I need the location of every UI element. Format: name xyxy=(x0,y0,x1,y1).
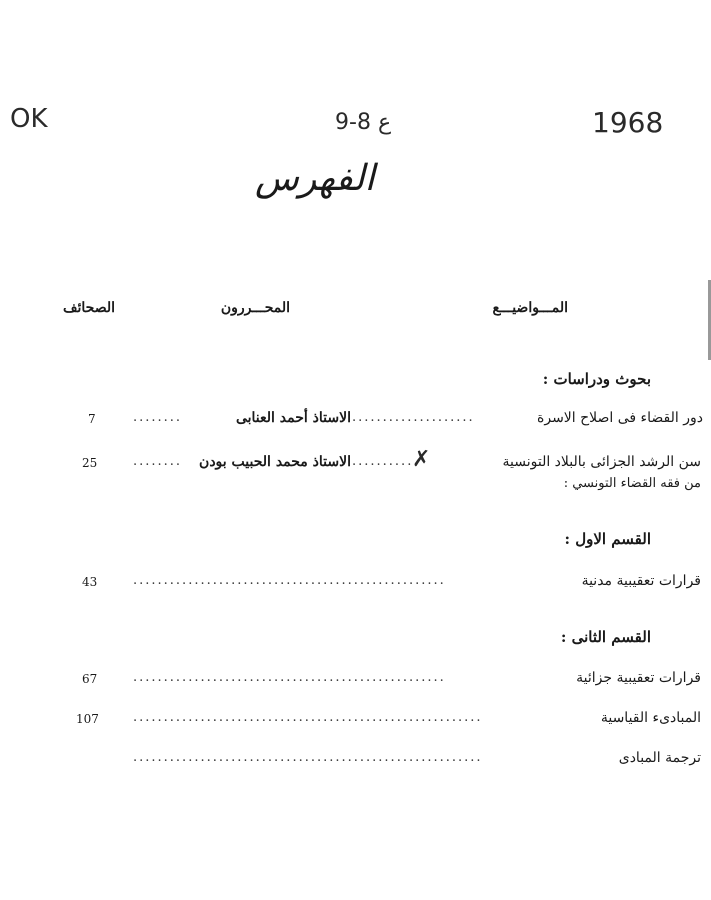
dot-leader: ......................................................... xyxy=(133,710,483,725)
entry-editor: الاستاذ محمد الحبيب بودن xyxy=(199,454,351,470)
page-title: الفهرس xyxy=(255,158,375,199)
entry-page: 25 xyxy=(82,456,98,470)
dot-leader: ........ xyxy=(133,454,183,469)
header-pages: الصحائف xyxy=(63,300,115,316)
section-part2: القسم الثانى : xyxy=(560,628,651,646)
handwritten-year: 1968 xyxy=(592,106,664,139)
dot-leader: .......... xyxy=(352,454,414,469)
handwritten-ok: OK xyxy=(10,104,48,134)
header-topics: المـــواضيـــع xyxy=(492,300,568,316)
entry-topic: قرارات تعقيبية مدنية xyxy=(581,573,701,589)
entry-page: 7 xyxy=(88,412,96,426)
section-studies: بحوث ودراسات : xyxy=(542,370,651,388)
section-part1: القسم الاول : xyxy=(564,530,651,548)
dot-leader: .................... xyxy=(352,410,475,425)
dot-leader: ................................................... xyxy=(133,573,446,588)
entry-page: 107 xyxy=(76,712,99,726)
header-editors: المحـــررون xyxy=(220,300,290,316)
handwritten-issue: ع 8-9 xyxy=(335,110,392,135)
cross-mark: ✗ xyxy=(412,447,431,472)
entry-topic: دور القضاء فى اصلاح الاسرة xyxy=(537,410,703,426)
section-jurisprudence: من فقه القضاء التونسي : xyxy=(563,476,701,491)
entry-topic: قرارات تعقيبية جزائية xyxy=(576,670,701,686)
dot-leader: ........ xyxy=(133,410,183,425)
entry-topic: المبادىء القياسية xyxy=(600,710,701,726)
entry-topic: ترجمة المبادى xyxy=(618,750,701,766)
entry-page: 43 xyxy=(82,575,98,589)
dot-leader: ................................................... xyxy=(133,670,446,685)
entry-topic: سن الرشد الجزائى بالبلاد التونسية xyxy=(502,454,701,470)
entry-page: 67 xyxy=(82,672,98,686)
entry-editor: الاستاذ أحمد العنابى xyxy=(235,410,351,426)
dot-leader: ......................................................... xyxy=(133,750,483,765)
